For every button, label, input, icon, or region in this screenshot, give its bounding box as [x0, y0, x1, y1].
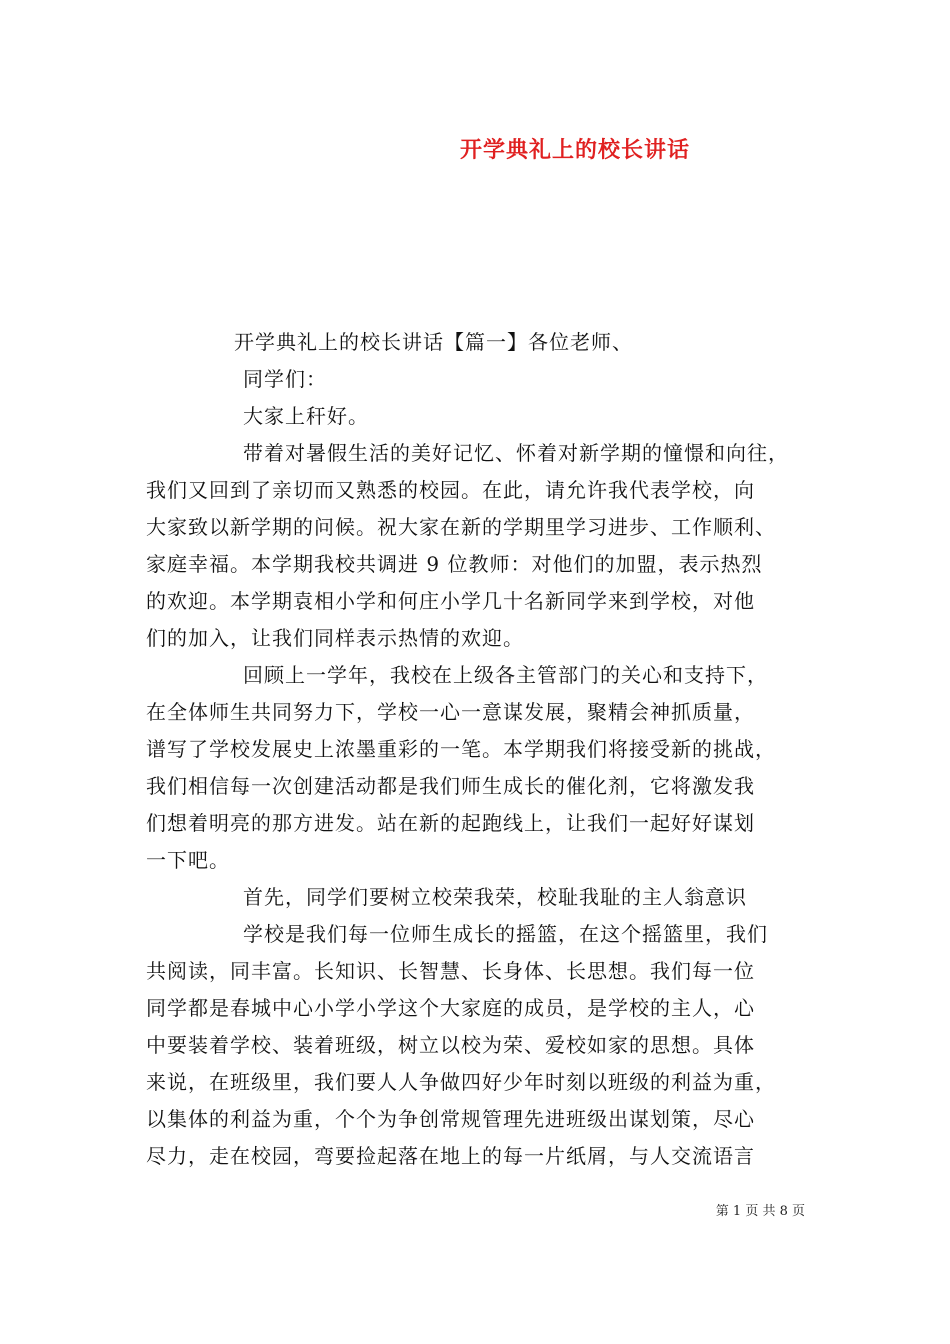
- text-line: 学校是我们每一位师生成长的摇篮，在这个摇篮里，我们: [243, 922, 768, 946]
- text-line: 中要装着学校、装着班级，树立以校为荣、爱校如家的思想。具体: [146, 1033, 755, 1057]
- text-line: 的欢迎。本学期袁相小学和何庄小学几十名新同学来到学校，对他: [146, 589, 755, 613]
- text-line: 同学们：: [243, 367, 327, 391]
- text-line: 共阅读，同丰富。长知识、长智慧、长身体、长思想。我们每一位: [146, 959, 755, 983]
- text-line: 我们相信每一次创建活动都是我们师生成长的催化剂，它将激发我: [146, 774, 755, 798]
- text-line: 大家致以新学期的问候。祝大家在新的学期里学习进步、工作顺利、: [146, 515, 776, 539]
- text-line: 尽力，走在校园，弯要捡起落在地上的每一片纸屑，与人交流语言: [146, 1144, 755, 1168]
- document-body: [146, 324, 811, 1175]
- text-line: 一下吧。: [146, 848, 230, 872]
- page-number: 第 1 页 共 8 页: [715, 1204, 805, 1219]
- text-line: 来说，在班级里，我们要人人争做四好少年时刻以班级的利益为重，: [146, 1070, 776, 1094]
- text-line: 们想着明亮的那方进发。站在新的起跑线上，让我们一起好好谋划: [146, 811, 755, 835]
- text-line: 家庭幸福。本学期我校共调进 9 位教师：对他们的加盟，表示热烈: [146, 552, 763, 576]
- document-title: 开学典礼上的校长讲话: [459, 137, 690, 163]
- text-line: 以集体的利益为重，个个为争创常规管理先进班级出谋划策，尽心: [146, 1107, 755, 1131]
- text-line: 在全体师生共同努力下，学校一心一意谋发展，聚精会神抓质量，: [146, 700, 755, 724]
- text-line: 我们又回到了亲切而又熟悉的校园。在此，请允许我代表学校，向: [146, 478, 755, 502]
- text-line: 带着对暑假生活的美好记忆、怀着对新学期的憧憬和向往，: [243, 441, 789, 465]
- text-line: 同学都是春城中心小学小学这个大家庭的成员，是学校的主人，心: [146, 996, 755, 1020]
- section-heading: 首先，同学们要树立校荣我荣，校耻我耻的主人翁意识: [243, 885, 747, 909]
- text-line: 开学典礼上的校长讲话【篇一】各位老师、: [234, 330, 633, 354]
- text-line: 大家上秆好。: [243, 404, 369, 428]
- text-line: 们的加入，让我们同样表示热情的欢迎。: [146, 626, 524, 650]
- text-line: 回顾上一学年，我校在上级各主管部门的关心和支持下，: [243, 663, 768, 687]
- text-line: 谱写了学校发展史上浓墨重彩的一笔。本学期我们将接受新的挑战，: [146, 737, 776, 761]
